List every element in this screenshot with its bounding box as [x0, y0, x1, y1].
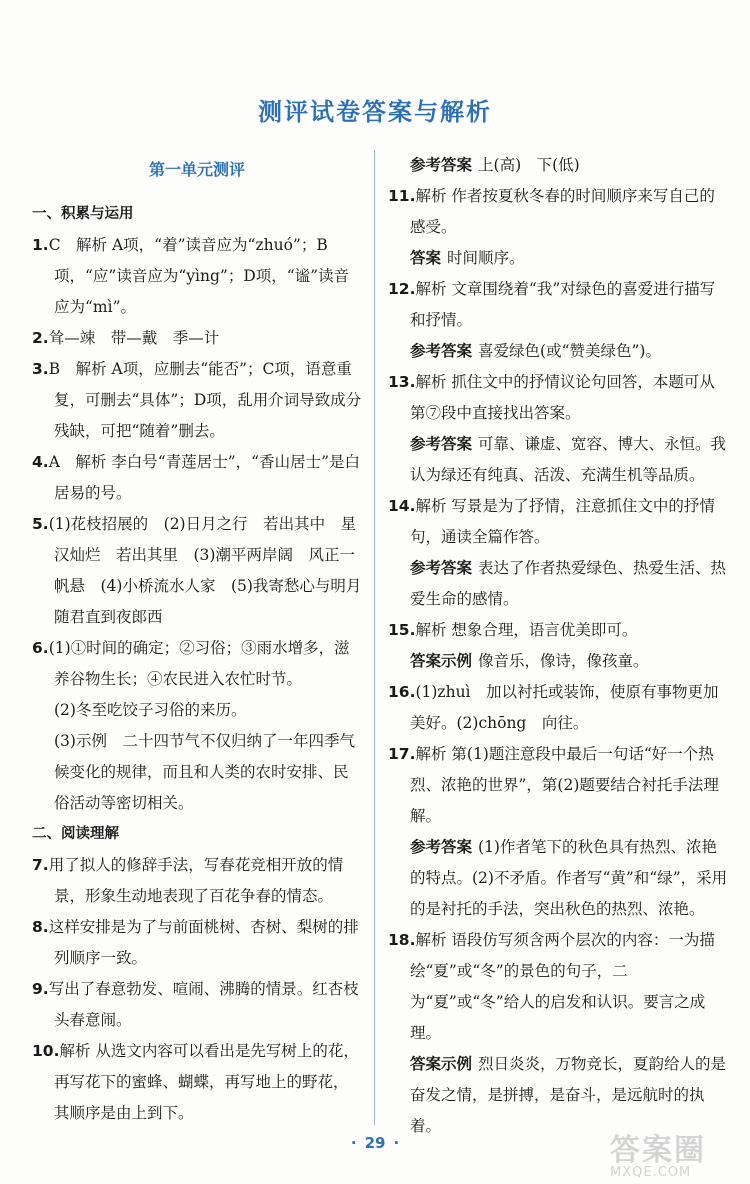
item-number: 18. [388, 931, 416, 949]
item-number: 1. [32, 236, 49, 254]
item-text: 解析 想象合理，语言优美即可。 [415, 621, 638, 639]
item-number: 8. [32, 918, 49, 936]
answer-item [32, 912, 362, 974]
watermark-text: 答案圈 [610, 1133, 706, 1168]
answer-detail [32, 726, 362, 819]
page-number: · 29 · [350, 1134, 400, 1152]
answer-item [32, 447, 362, 509]
page-number-text: 29 [364, 1134, 386, 1152]
part-heading: 二、阅读理解 [32, 826, 119, 842]
answer-label: 答案示例 [410, 652, 473, 670]
answer-item [388, 274, 728, 336]
item-number: 2. [32, 329, 49, 347]
answer-item [32, 850, 362, 912]
answer-item [388, 615, 728, 646]
right-column [388, 150, 728, 1142]
answer-detail [388, 553, 728, 615]
answer-item [32, 323, 362, 354]
answer-item [388, 925, 728, 1049]
answer-label: 答案示例 [410, 1055, 473, 1073]
answer-detail [388, 243, 728, 274]
left-column [32, 150, 377, 1129]
item-text: (1)花枝招展的 (2)日月之行 若出其中 星汉灿烂 若出其里 (3)潮平两岸阔 风正一帆悬 (4)小桥流水人家 (5)我寄愁心与明月 随君直到夜郎西 [48, 515, 377, 626]
answer-detail [388, 646, 728, 677]
answer-label: 参考答案 [410, 342, 473, 360]
answer-item [388, 677, 728, 739]
answer-item [32, 354, 362, 447]
item-number: 9. [32, 980, 49, 998]
watermark-url: MXQE.COM [610, 1165, 692, 1180]
item-number: 10. [32, 1042, 60, 1060]
item-number: 3. [32, 360, 49, 378]
page-title: 测评试卷答案与解析 [258, 98, 492, 126]
item-text: 解析 写景是为了抒情，注意抓住文中的抒情句，通读全篇作答。 [410, 497, 715, 546]
answer-text: (2)冬至吃饺子习俗的来历。 [54, 701, 247, 719]
answer-text: 可靠、谦虚、宽容、博大、永恒。我认为绿还有纯真、活泼、充满生机等品质。 [410, 435, 727, 484]
item-number: 17. [388, 745, 416, 763]
answer-text: 上(高) 下(低) [478, 156, 580, 174]
answer-text: 烈日炎炎，万物竞长，夏韵给人的是奋发之情，是拼搏，是奋斗，是远航时的执着。 [410, 1055, 727, 1135]
watermark-logo [610, 1133, 740, 1182]
item-number: 5. [32, 515, 49, 533]
answer-text: 喜爱绿色(或“赞美绿色”)。 [478, 342, 661, 360]
part-heading: 一、积累与运用 [32, 206, 134, 222]
column-divider [374, 150, 375, 1125]
item-number: 16. [388, 683, 416, 701]
answer-detail [388, 832, 728, 925]
item-number: 11. [388, 187, 416, 205]
item-text: 解析 作者按夏秋冬春的时间顺序来写自己的感受。 [410, 187, 715, 236]
section-title: 第一单元测评 [148, 160, 245, 179]
item-text: B 解析 A项，应删去“能否”；C项，语意重复，可删去“具体”；D项，乱用介词导致成分残缺，可把“随着”删去。 [48, 360, 362, 440]
item-number: 12. [388, 280, 416, 298]
item-text: 解析 第(1)题注意段中最后一句话“好一个热烈、浓艳的世界”，第(2)题要结合衬托手法理解。 [410, 745, 719, 825]
answer-item [32, 633, 362, 695]
answer-item [388, 367, 728, 429]
answer-text: (3)示例 二十四节气不仅归纳了一年四季气候变化的规律，而且和人类的农时安排、民俗活动等密切相关。 [54, 732, 355, 812]
item-number: 4. [32, 453, 49, 471]
answer-detail [388, 336, 728, 367]
answer-detail [388, 150, 728, 181]
item-text: 解析 抓住文中的抒情议论句回答，本题可从第⑦段中直接找出答案。 [410, 373, 715, 422]
item-text: 解析 从选文内容可以看出是先写树上的花，再写花下的蜜蜂、蝴蝶，再写地上的野花，其顺序是由上到下。 [54, 1042, 359, 1122]
item-text: 写出了春意勃发、喧闹、沸腾的情景。红杏枝头春意闹。 [48, 980, 359, 1029]
item-text: 解析 文章围绕着“我”对绿色的喜爱进行描写和抒情。 [410, 280, 716, 329]
answer-detail [388, 429, 728, 491]
item-text: (1)zhuì 加以衬托或装饰，使原有事物更加美好。(2)chōng 向往。 [410, 683, 719, 732]
item-number: 7. [32, 856, 49, 874]
answer-text: 表达了作者热爱绿色、热爱生活、热爱生命的感情。 [410, 559, 727, 608]
answer-label: 参考答案 [410, 435, 473, 453]
item-text: 用了拟人的修辞手法，写春花竞相开放的情景，形象生动地表现了百花争春的情态。 [48, 856, 344, 905]
item-text: 耸—竦 带—戴 季—计 [48, 329, 220, 347]
item-text: C 解析 A项，“着”读音应为“zhuó”；B项，“应”读音应为“yìng”；D项，“谧”读音应为“mì”。 [48, 236, 350, 316]
answer-detail [388, 1049, 728, 1142]
answer-detail [32, 695, 362, 726]
answer-text: 时间顺序。 [447, 249, 525, 267]
answer-text: 像音乐，像诗，像孩童。 [478, 652, 649, 670]
item-number: 13. [388, 373, 416, 391]
answer-label: 参考答案 [410, 156, 473, 174]
answer-text: (1)作者笔下的秋色具有热烈、浓艳的特点。(2)不矛盾。作者写“黄”和“绿”，采用的是衬托的手法，突出秋色的热烈、浓艳。 [410, 838, 728, 918]
item-text: (1)①时间的确定；②习俗；③雨水增多，滋养谷物生长；④农民进入农忙时节。 [48, 639, 350, 688]
item-text: A 解析 李白号“青莲居士”，“香山居士”是白居易的号。 [48, 453, 361, 502]
answer-label: 参考答案 [410, 838, 473, 856]
item-number: 14. [388, 497, 416, 515]
answer-item [388, 181, 728, 243]
answer-item [388, 491, 728, 553]
answer-item [388, 739, 728, 832]
item-number: 6. [32, 639, 49, 657]
answer-item [32, 509, 377, 633]
item-text: 这样安排是为了与前面桃树、杏树、梨树的排列顺序一致。 [48, 918, 359, 967]
item-text: 解析 语段仿写须含两个层次的内容：一为描绘“夏”或“冬”的景色的句子，二为“夏”或“冬”给人的启发和认识。要言之成理。 [410, 931, 715, 1042]
item-number: 15. [388, 621, 416, 639]
answer-item [32, 1036, 362, 1129]
answer-item [32, 230, 362, 323]
answer-item [32, 974, 362, 1036]
answer-label: 参考答案 [410, 559, 473, 577]
answer-label: 答案 [410, 249, 442, 267]
